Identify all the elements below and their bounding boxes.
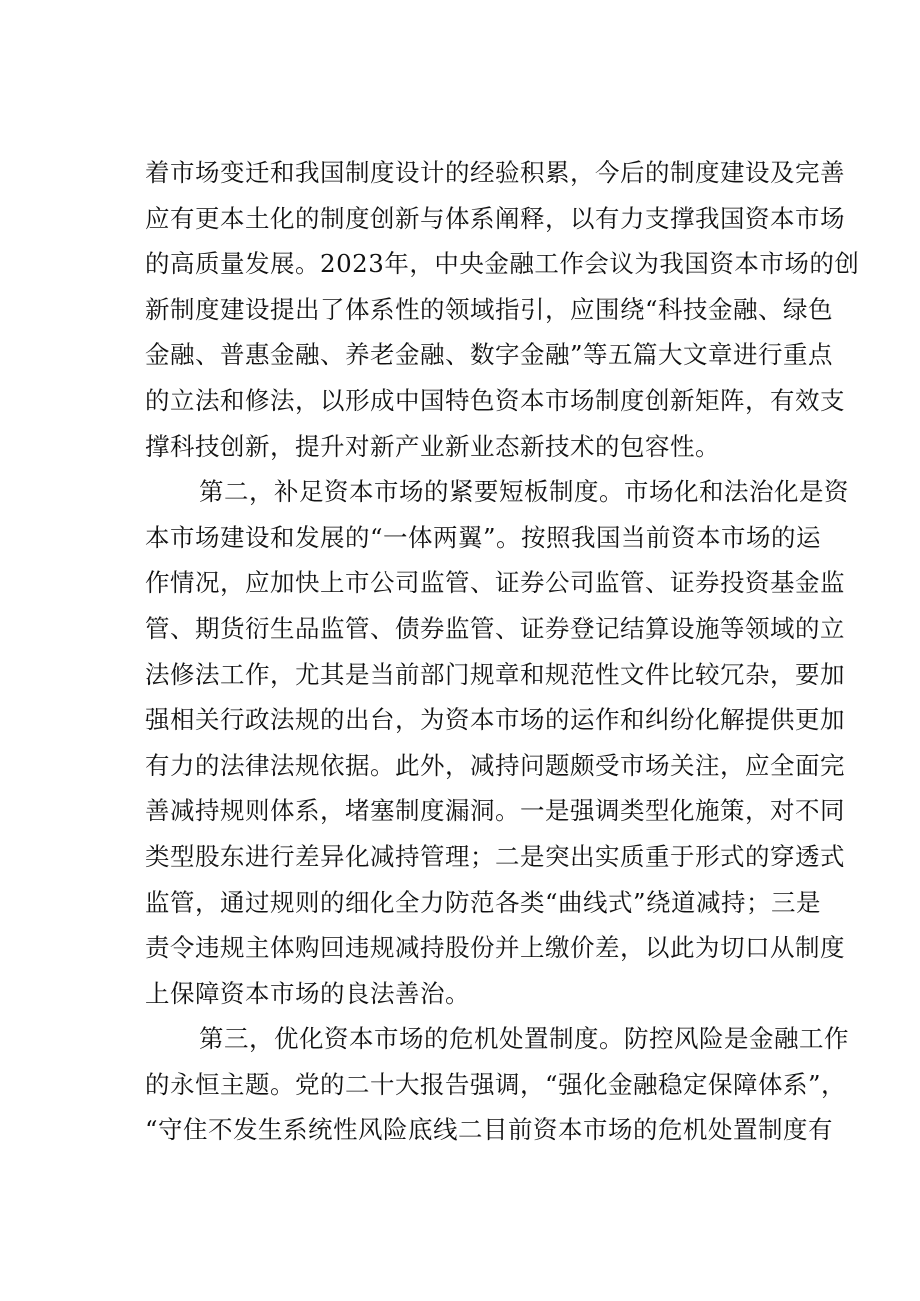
paragraph-start-line: 第二，补足资本市场的紧要短板制度。市场化和法治化是资 [199, 477, 849, 507]
text-line: 法修法工作，尤其是当前部门规章和规范性文件比较冗杂，要加 [145, 659, 845, 689]
text-line: 撑科技创新，提升对新产业新业态新技术的包容性。 [145, 431, 720, 461]
document-body [145, 150, 860, 1153]
text-line: 应有更本土化的制度创新与体系阐释，以有力支撑我国资本市场 [145, 203, 845, 233]
text-line: 责令违规主体购回违规减持股份并上缴价差，以此为切口从制度 [145, 933, 845, 963]
text-line: 上保障资本市场的良法善治。 [145, 978, 470, 1008]
text-line: 的高质量发展。2023年，中央金融工作会议为我国资本市场的创 [145, 249, 860, 279]
text-line: 监管，通过规则的细化全力防范各类“曲线式”绕道减持；三是 [145, 887, 822, 917]
text-line: 着市场变迁和我国制度设计的经验积累，今后的制度建设及完善 [145, 158, 845, 187]
text-line: 善减持规则体系，堵塞制度漏洞。一是强调类型化施策，对不同 [145, 796, 845, 826]
paragraph-start-line: 第三，优化资本市场的危机处置制度。防控风险是金融工作 [199, 1024, 849, 1054]
text-line: 有力的法律法规依据。此外，减持问题颇受市场关注，应全面完 [145, 750, 845, 780]
text-line: 作情况，应加快上市公司监管、证券公司监管、证券投资基金监 [145, 568, 845, 598]
text-line: 金融、普惠金融、养老金融、数字金融”等五篇大文章进行重点 [145, 340, 834, 370]
text-line: 新制度建设提出了体系性的领域指引，应围绕“科技金融、绿色 [145, 294, 834, 324]
text-line: 本市场建设和发展的“一体两翼”。按照我国当前资本市场的运 [145, 522, 822, 552]
text-line: 管、期货衍生品监管、债券监管、证券登记结算设施等领域的立 [145, 613, 845, 643]
text-line: “守住不发生系统性风险底线二目前资本市场的危机处置制度有 [145, 1115, 834, 1145]
text-line: 类型股东进行差异化减持管理；二是突出实质重于形式的穿透式 [145, 841, 845, 871]
text-line: 强相关行政法规的出台，为资本市场的运作和纠纷化解提供更加 [145, 705, 845, 735]
text-line: 的立法和修法，以形成中国特色资本市场制度创新矩阵，有效支 [145, 385, 845, 415]
text-line: 的永恒主题。党的二十大报告强调，“强化金融稳定保障体系”， [145, 1069, 847, 1099]
